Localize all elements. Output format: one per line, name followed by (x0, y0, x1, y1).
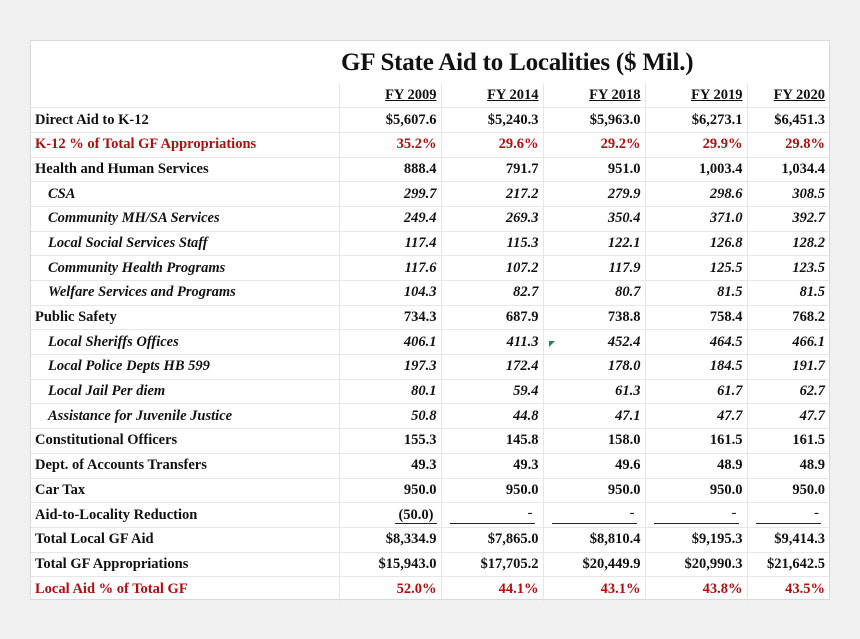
table-cell[interactable]: 738.8 (543, 305, 645, 330)
table-cell[interactable]: $9,195.3 (645, 527, 747, 552)
table-cell[interactable]: $5,963.0 (543, 108, 645, 133)
table-cell[interactable]: 117.4 (339, 231, 441, 256)
row-label[interactable]: Health and Human Services (31, 157, 339, 182)
table-cell[interactable]: $20,449.9 (543, 552, 645, 577)
table-cell[interactable]: 61.7 (645, 379, 747, 404)
table-cell[interactable]: 48.9 (645, 453, 747, 478)
table-cell[interactable]: 1,003.4 (645, 157, 747, 182)
table-cell[interactable]: 115.3 (441, 231, 543, 256)
table-cell[interactable]: 299.7 (339, 182, 441, 207)
header-row (31, 83, 829, 108)
column-header-fy2014[interactable]: FY 2014 (441, 83, 543, 108)
table-cell[interactable]: 29.6% (441, 132, 543, 157)
table-cell[interactable]: 122.1 (543, 231, 645, 256)
table-cell[interactable]: $8,810.4 (543, 527, 645, 552)
row-label[interactable]: Community MH/SA Services (31, 206, 339, 231)
table-row (31, 108, 829, 133)
table-row (31, 478, 829, 503)
table-row (31, 429, 829, 454)
table-cell[interactable]: 734.3 (339, 305, 441, 330)
table-cell[interactable]: 687.9 (441, 305, 543, 330)
table-row (31, 182, 829, 207)
table-cell[interactable]: 452.4 (543, 330, 645, 355)
table-row (31, 355, 829, 380)
table-cell[interactable]: 104.3 (339, 281, 441, 306)
header-corner-cell[interactable] (31, 83, 339, 108)
table-cell[interactable]: 43.5% (747, 577, 829, 602)
table-cell[interactable]: $5,607.6 (339, 108, 441, 133)
table-cell[interactable]: $7,865.0 (441, 527, 543, 552)
table-cell[interactable]: 52.0% (339, 577, 441, 602)
table-row (31, 231, 829, 256)
column-header-fy2019[interactable]: FY 2019 (645, 83, 747, 108)
table-cell[interactable]: 47.7 (747, 404, 829, 429)
row-label[interactable]: Constitutional Officers (31, 429, 339, 454)
table-row (31, 503, 829, 528)
comment-indicator-icon[interactable] (549, 341, 555, 347)
table-row (31, 256, 829, 281)
table-cell[interactable]: 128.2 (747, 231, 829, 256)
underline-rule (450, 523, 535, 524)
table-cell[interactable]: 47.1 (543, 404, 645, 429)
table-cell[interactable]: $8,334.9 (339, 527, 441, 552)
table-row (31, 453, 829, 478)
table-cell[interactable]: 411.3 (441, 330, 543, 355)
table-cell[interactable]: 29.9% (645, 132, 747, 157)
row-label[interactable]: Local Police Depts HB 599 (31, 355, 339, 380)
table-cell[interactable]: $21,642.5 (747, 552, 829, 577)
table-cell[interactable] (747, 503, 829, 528)
table-cell[interactable]: 178.0 (543, 355, 645, 380)
row-label[interactable]: Total GF Appropriations (31, 552, 339, 577)
row-label[interactable]: Direct Aid to K-12 (31, 108, 339, 133)
table-row (31, 527, 829, 552)
table-cell[interactable]: 350.4 (543, 206, 645, 231)
table-cell[interactable]: 80.1 (339, 379, 441, 404)
table-cell[interactable]: 466.1 (747, 330, 829, 355)
table-cell[interactable]: 950.0 (441, 478, 543, 503)
row-label[interactable]: Total Local GF Aid (31, 527, 339, 552)
table-cell[interactable]: 145.8 (441, 429, 543, 454)
table-title: GF State Aid to Localities ($ Mil.) (341, 49, 694, 76)
spreadsheet-sheet (30, 40, 830, 600)
row-label[interactable]: Welfare Services and Programs (31, 281, 339, 306)
table-cell[interactable]: 126.8 (645, 231, 747, 256)
row-label[interactable]: Assistance for Juvenile Justice (31, 404, 339, 429)
table-cell[interactable]: 107.2 (441, 256, 543, 281)
table-cell[interactable]: 392.7 (747, 206, 829, 231)
column-header-fy2020[interactable]: FY 2020 (747, 83, 829, 108)
table-cell[interactable]: 950.0 (645, 478, 747, 503)
table-cell[interactable]: 249.4 (339, 206, 441, 231)
table-cell[interactable]: 49.3 (441, 453, 543, 478)
underline-rule (756, 523, 822, 524)
table-cell[interactable]: 406.1 (339, 330, 441, 355)
table-cell[interactable]: 117.6 (339, 256, 441, 281)
underline-rule (552, 523, 637, 524)
table-cell[interactable]: 43.8% (645, 577, 747, 602)
table-cell[interactable]: 47.7 (645, 404, 747, 429)
row-label[interactable]: Local Social Services Staff (31, 231, 339, 256)
row-label[interactable]: Local Sheriffs Offices (31, 330, 339, 355)
table-row (31, 281, 829, 306)
table-cell[interactable] (543, 503, 645, 528)
table-cell[interactable]: 59.4 (441, 379, 543, 404)
table-cell[interactable]: 308.5 (747, 182, 829, 207)
table-row (31, 404, 829, 429)
row-label[interactable]: K-12 % of Total GF Appropriations (31, 132, 339, 157)
table-cell[interactable]: 35.2% (339, 132, 441, 157)
table-cell[interactable]: $15,943.0 (339, 552, 441, 577)
underline-rule (654, 523, 739, 524)
table-cell[interactable]: 49.6 (543, 453, 645, 478)
table-cell[interactable]: 29.8% (747, 132, 829, 157)
row-label[interactable]: Local Jail Per diem (31, 379, 339, 404)
table-cell[interactable]: 49.3 (339, 453, 441, 478)
table-cell[interactable]: 44.8 (441, 404, 543, 429)
table-row (31, 330, 829, 355)
row-label[interactable]: Public Safety (31, 305, 339, 330)
table-cell[interactable]: $20,990.3 (645, 552, 747, 577)
table-cell[interactable]: $6,273.1 (645, 108, 747, 133)
table-cell[interactable]: 81.5 (645, 281, 747, 306)
table-cell[interactable]: 184.5 (645, 355, 747, 380)
column-header-fy2018[interactable]: FY 2018 (543, 83, 645, 108)
table-cell[interactable]: 791.7 (441, 157, 543, 182)
table-cell[interactable]: 269.3 (441, 206, 543, 231)
row-label[interactable]: Local Aid % of Total GF (31, 577, 339, 602)
table-cell[interactable] (441, 503, 543, 528)
row-label[interactable]: Aid-to-Locality Reduction (31, 503, 339, 528)
table-cell[interactable]: 197.3 (339, 355, 441, 380)
table-cell[interactable]: 172.4 (441, 355, 543, 380)
row-label[interactable]: Community Health Programs (31, 256, 339, 281)
table-cell[interactable]: 29.2% (543, 132, 645, 157)
table-cell[interactable]: 1,034.4 (747, 157, 829, 182)
table-cell[interactable]: 117.9 (543, 256, 645, 281)
table-cell[interactable]: 44.1% (441, 577, 543, 602)
table-cell[interactable]: 123.5 (747, 256, 829, 281)
row-label[interactable]: CSA (31, 182, 339, 207)
table-row (31, 552, 829, 577)
table-cell[interactable]: 768.2 (747, 305, 829, 330)
table-cell[interactable]: 50.8 (339, 404, 441, 429)
table-cell[interactable]: 888.4 (339, 157, 441, 182)
table-cell[interactable]: 62.7 (747, 379, 829, 404)
table-cell[interactable]: 464.5 (645, 330, 747, 355)
cell-value: - (629, 505, 635, 522)
table-cell[interactable]: 950.0 (339, 478, 441, 503)
table-cell[interactable]: 217.2 (441, 182, 543, 207)
cell-value: - (527, 505, 533, 522)
cell-value: (50.0) (395, 507, 436, 524)
table-cell[interactable]: 125.5 (645, 256, 747, 281)
table-cell[interactable]: $5,240.3 (441, 108, 543, 133)
cell-value: - (814, 505, 819, 522)
table-cell[interactable] (645, 503, 747, 528)
table-row (31, 206, 829, 231)
table-cell[interactable]: $17,705.2 (441, 552, 543, 577)
table-row (31, 132, 829, 157)
table-row (31, 379, 829, 404)
table-cell[interactable]: 758.4 (645, 305, 747, 330)
table-cell[interactable]: $9,414.3 (747, 527, 829, 552)
table-row (31, 157, 829, 182)
table-cell[interactable]: 81.5 (747, 281, 829, 306)
table-cell[interactable]: 191.7 (747, 355, 829, 380)
table-cell[interactable]: 80.7 (543, 281, 645, 306)
table-row (31, 577, 829, 602)
table-cell[interactable]: 950.0 (747, 478, 829, 503)
table-cell[interactable]: 950.0 (543, 478, 645, 503)
table-cell[interactable]: 951.0 (543, 157, 645, 182)
table-cell[interactable]: 43.1% (543, 577, 645, 602)
table-cell[interactable]: 298.6 (645, 182, 747, 207)
table-cell[interactable]: 279.9 (543, 182, 645, 207)
table-cell[interactable]: 161.5 (747, 429, 829, 454)
table-cell[interactable] (339, 503, 441, 528)
table-cell[interactable]: 61.3 (543, 379, 645, 404)
cell-value: - (731, 505, 737, 522)
row-label[interactable]: Car Tax (31, 478, 339, 503)
table-cell[interactable]: $6,451.3 (747, 108, 829, 133)
aid-table (31, 83, 829, 601)
table-cell[interactable]: 161.5 (645, 429, 747, 454)
table-cell[interactable]: 158.0 (543, 429, 645, 454)
table-cell[interactable]: 82.7 (441, 281, 543, 306)
row-label[interactable]: Dept. of Accounts Transfers (31, 453, 339, 478)
table-cell[interactable]: 371.0 (645, 206, 747, 231)
table-cell[interactable]: 48.9 (747, 453, 829, 478)
table-cell[interactable]: 155.3 (339, 429, 441, 454)
column-header-fy2009[interactable]: FY 2009 (339, 83, 441, 108)
table-row (31, 305, 829, 330)
